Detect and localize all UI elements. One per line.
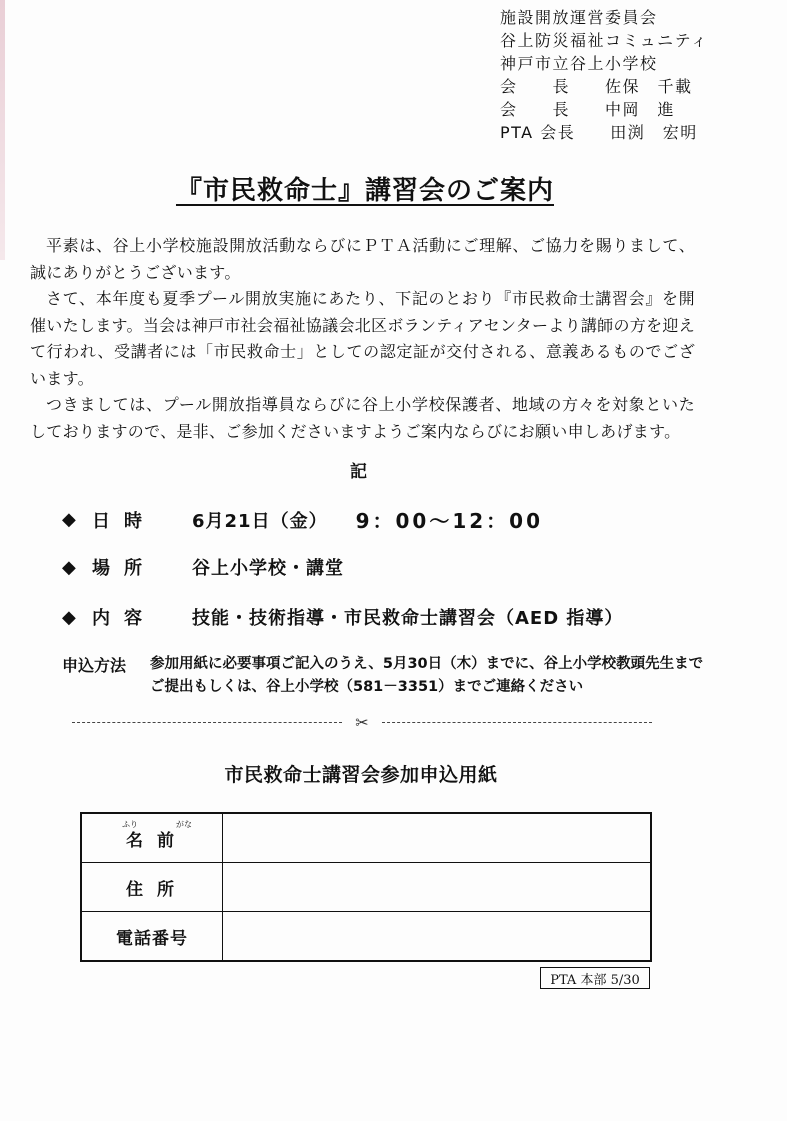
pta-stamp: PTA 本部 5/30 bbox=[540, 967, 650, 989]
cut-line bbox=[72, 714, 652, 730]
application-text: 参加用紙に必要事項ご記入のうえ、5月30日（木）までに、谷上小学校教頭先生までご提出もしくは、谷上小学校（581－3351）までご連絡ください bbox=[150, 656, 704, 695]
sender-line: 会 長 佐保 千載 bbox=[500, 77, 693, 96]
name-ruby bbox=[122, 819, 192, 830]
form-row-address bbox=[82, 863, 650, 912]
address-field[interactable] bbox=[223, 863, 650, 911]
phone-label: 電話番号 bbox=[116, 929, 188, 949]
form-title: 市民救命士講習会参加申込用紙 bbox=[224, 764, 498, 786]
name-ruby-1: ふり bbox=[122, 820, 138, 829]
body-text bbox=[30, 233, 695, 445]
scissors-icon: ✂ bbox=[355, 712, 369, 732]
ki-heading: 記 bbox=[350, 462, 367, 482]
document-title-text: 『市民救命士』講習会のご案内 bbox=[175, 176, 554, 206]
name-field[interactable] bbox=[223, 814, 650, 862]
phone-label-cell bbox=[82, 912, 223, 961]
diamond-bullet-icon: ◆ bbox=[62, 509, 76, 530]
detail-content bbox=[62, 604, 623, 630]
date-value: 6月21日（金） bbox=[192, 510, 328, 532]
sender-line: PTA 会長 田渕 宏明 bbox=[500, 123, 698, 142]
body-paragraph: さて、本年度も夏季プール開放実施にあたり、下記のとおり『市民救命士講習会』を開催いたします。当会は神戸市社会福祉協議会北区ボランティアセンターより講師の方を迎えて行われ、受講者には「市民救命士」としての認定証が交付される、意義あるものでございます。 bbox=[30, 289, 695, 388]
name-label-cell bbox=[82, 814, 223, 862]
address-label: 住所 bbox=[126, 879, 188, 900]
sender-line: 谷上防災福祉コミュニティ bbox=[500, 31, 709, 50]
name-ruby-2: がな bbox=[176, 820, 192, 829]
body-paragraph: つきましては、プール開放指導員ならびに谷上小学校保護者、地域の方々を対象といたしておりますので、是非、ご参加くださいますようご案内ならびにお願い申しあげます。 bbox=[30, 395, 695, 441]
diamond-bullet-icon: ◆ bbox=[62, 606, 76, 628]
place-label: 場所 bbox=[92, 558, 156, 579]
application-method bbox=[62, 653, 710, 699]
time-value: 9：00～12：00 bbox=[355, 509, 543, 533]
application-form bbox=[80, 812, 652, 962]
detail-date bbox=[62, 505, 543, 534]
application-label: 申込方法 bbox=[62, 656, 127, 675]
place-value: 谷上小学校・講堂 bbox=[192, 558, 344, 579]
content-label: 内容 bbox=[92, 608, 156, 629]
page-edge-mark bbox=[0, 0, 5, 260]
detail-place bbox=[62, 554, 344, 580]
sender-block bbox=[500, 6, 708, 144]
form-row-name bbox=[82, 814, 650, 863]
form-row-phone bbox=[82, 912, 650, 961]
name-label: 名前 bbox=[126, 830, 188, 851]
sender-line: 施設開放運営委員会 bbox=[500, 8, 658, 27]
cut-line-dash bbox=[382, 722, 652, 723]
document-title bbox=[0, 170, 730, 207]
phone-field[interactable] bbox=[223, 912, 650, 961]
diamond-bullet-icon: ◆ bbox=[62, 556, 76, 578]
address-label-cell bbox=[82, 863, 223, 911]
sender-line: 神戸市立谷上小学校 bbox=[500, 54, 658, 73]
body-paragraph: 平素は、谷上小学校施設開放活動ならびにＰＴＡ活動にご理解、ご協力を賜りまして、誠にありがとうございます。 bbox=[30, 236, 695, 282]
sender-line: 会 長 中岡 進 bbox=[500, 100, 676, 119]
date-label: 日時 bbox=[92, 510, 156, 532]
cut-line-dash bbox=[72, 722, 342, 723]
content-value: 技能・技術指導・市民救命士講習会（AED 指導） bbox=[192, 608, 624, 629]
